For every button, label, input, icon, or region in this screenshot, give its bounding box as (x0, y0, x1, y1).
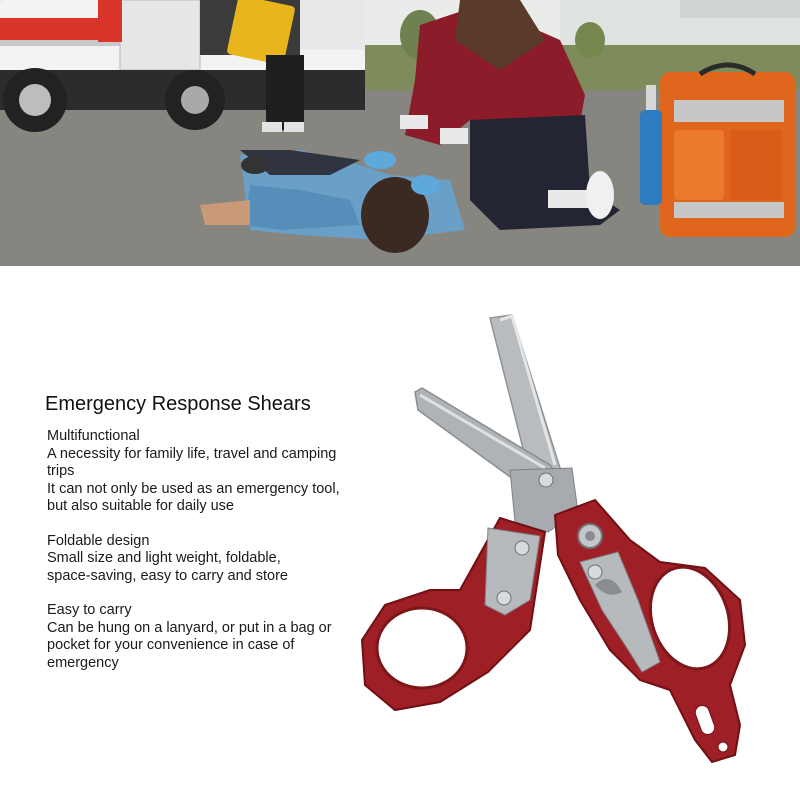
hero-photo-emergency-scene (0, 0, 800, 266)
feature-multifunctional (47, 428, 357, 516)
feature-line: space-saving, easy to carry and store (47, 567, 288, 584)
feature-line: Can be hung on a lanyard, or put in a bag or (47, 619, 332, 636)
product-image-shears (340, 300, 780, 780)
feature-line: emergency (47, 654, 119, 671)
feature-easy-to-carry (47, 602, 357, 672)
feature-line: Small size and light weight, foldable, (47, 550, 281, 566)
feature-line: A necessity for family life, travel and camping (47, 445, 337, 462)
feature-heading: Easy to carry (47, 602, 132, 618)
feature-foldable-design (47, 533, 357, 586)
feature-line: but also suitable for daily use (47, 498, 234, 514)
feature-heading: Multifunctional (47, 428, 140, 444)
standing-person-legs (266, 55, 304, 130)
feature-line: trips (47, 463, 75, 479)
feature-line: pocket for your convenience in case of (47, 637, 295, 653)
orange-medical-bag (640, 65, 795, 237)
feature-line: It can not only be used as an emergency tool, (47, 480, 340, 497)
shears-handle-right (555, 500, 745, 762)
feature-list (47, 428, 357, 689)
product-title: Emergency Response Shears (45, 393, 311, 415)
pivot-screw-icon (539, 473, 553, 487)
shears-handle-left (362, 518, 545, 710)
feature-heading: Foldable design (47, 532, 150, 549)
